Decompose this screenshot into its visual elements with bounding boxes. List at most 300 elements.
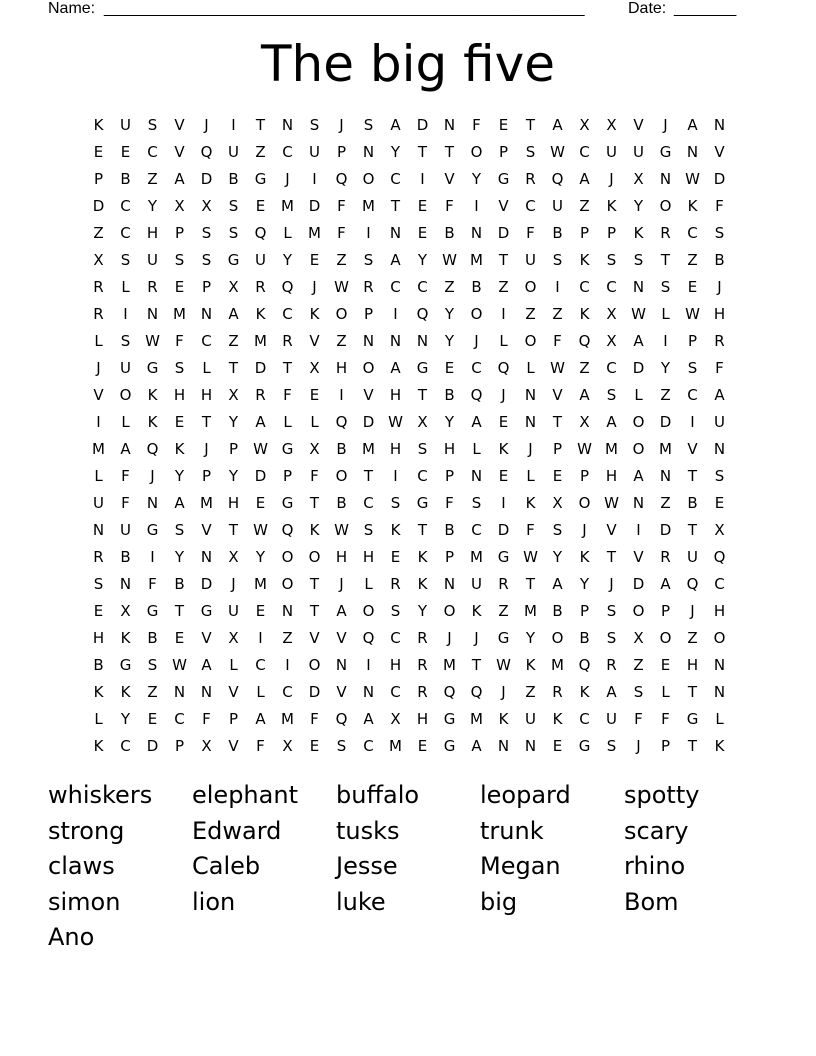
grid-letter: G: [686, 710, 699, 728]
grid-letter: S: [201, 224, 212, 242]
grid-letter: R: [147, 278, 158, 296]
grid-letter: R: [660, 548, 671, 566]
grid-letter: J: [609, 575, 614, 593]
grid-letter: M: [281, 197, 294, 215]
grid-letter: S: [714, 467, 725, 485]
grid-letter: T: [498, 251, 509, 269]
grid-letter: I: [393, 305, 398, 323]
grid-letter: B: [471, 278, 482, 296]
grid-letter: Z: [633, 656, 644, 674]
grid-letter: D: [308, 683, 321, 701]
grid-letter: L: [283, 413, 292, 431]
grid-letter: M: [659, 440, 672, 458]
grid-letter: C: [174, 710, 185, 728]
grid-letter: M: [605, 440, 618, 458]
grid-letter: Q: [713, 548, 726, 566]
grid-letter: V: [228, 737, 239, 755]
grid-letter: X: [390, 710, 401, 728]
grid-letter: D: [200, 575, 213, 593]
grid-letter: I: [150, 548, 155, 566]
grid-letter: W: [334, 278, 349, 296]
grid-letter: S: [363, 521, 374, 539]
grid-letter: J: [204, 440, 209, 458]
grid-letter: T: [174, 602, 185, 620]
grid-letter: M: [551, 656, 564, 674]
grid-letter: C: [390, 629, 401, 647]
grid-letter: N: [389, 224, 402, 242]
grid-letter: Z: [336, 332, 347, 350]
grid-letter: O: [632, 440, 645, 458]
grid-letter: P: [444, 467, 455, 485]
grid-letter: L: [121, 413, 130, 431]
grid-letter: K: [255, 305, 266, 323]
grid-letter: C: [579, 143, 590, 161]
grid-letter: N: [146, 494, 159, 512]
grid-letter: R: [363, 278, 374, 296]
grid-letter: J: [231, 575, 236, 593]
grid-letter: S: [606, 251, 617, 269]
grid-letter: Y: [579, 575, 590, 593]
grid-letter: N: [524, 737, 537, 755]
grid-letter: D: [92, 197, 105, 215]
grid-letter: D: [254, 467, 267, 485]
grid-letter: X: [309, 440, 320, 458]
grid-letter: W: [172, 656, 187, 674]
grid-letter: F: [256, 737, 265, 755]
grid-letter: Z: [444, 278, 455, 296]
grid-letter: C: [201, 332, 212, 350]
word-list-item: scary: [624, 816, 689, 845]
grid-letter: M: [254, 575, 267, 593]
grid-letter: M: [362, 197, 375, 215]
grid-letter: M: [470, 548, 483, 566]
grid-letter: T: [228, 359, 239, 377]
grid-letter: J: [582, 521, 587, 539]
grid-letter: K: [498, 440, 509, 458]
grid-letter: Z: [336, 251, 347, 269]
grid-letter: T: [525, 575, 536, 593]
grid-letter: L: [283, 224, 292, 242]
grid-letter: Z: [687, 251, 698, 269]
grid-letter: Z: [93, 224, 104, 242]
grid-letter: T: [390, 197, 401, 215]
grid-letter: D: [713, 170, 726, 188]
grid-letter: Q: [281, 521, 294, 539]
grid-letter: H: [335, 359, 348, 377]
grid-letter: R: [390, 575, 401, 593]
grid-letter: B: [444, 386, 455, 404]
grid-letter: C: [471, 359, 482, 377]
grid-row: [85, 301, 733, 328]
grid-letter: N: [146, 305, 159, 323]
grid-letter: Z: [498, 602, 509, 620]
grid-letter: U: [714, 413, 725, 431]
word-list-item: big: [480, 887, 518, 916]
grid-letter: X: [417, 413, 428, 431]
grid-letter: S: [120, 332, 131, 350]
grid-letter: K: [147, 413, 158, 431]
grid-letter: Y: [174, 548, 185, 566]
grid-letter: U: [147, 251, 158, 269]
grid-letter: C: [579, 278, 590, 296]
grid-letter: I: [312, 170, 317, 188]
grid-letter: S: [606, 737, 617, 755]
grid-letter: X: [120, 602, 131, 620]
grid-letter: G: [659, 143, 672, 161]
grid-letter: M: [200, 494, 213, 512]
grid-letter: N: [713, 116, 726, 134]
grid-letter: X: [201, 737, 212, 755]
word-search-grid: [85, 112, 733, 760]
grid-letter: G: [227, 251, 240, 269]
grid-letter: F: [283, 386, 292, 404]
grid-letter: P: [201, 278, 212, 296]
grid-letter: V: [174, 116, 185, 134]
grid-letter: D: [632, 359, 645, 377]
grid-letter: K: [525, 656, 536, 674]
word-list-item: trunk: [480, 816, 544, 845]
grid-letter: J: [204, 116, 209, 134]
grid-letter: P: [579, 602, 590, 620]
grid-letter: W: [577, 440, 592, 458]
grid-letter: Y: [174, 467, 185, 485]
grid-letter: X: [552, 494, 563, 512]
grid-row: [85, 625, 733, 652]
grid-letter: Z: [552, 305, 563, 323]
grid-letter: U: [471, 575, 482, 593]
grid-letter: R: [417, 656, 428, 674]
name-label: Name:: [48, 0, 96, 17]
grid-letter: J: [312, 278, 317, 296]
grid-letter: C: [417, 467, 428, 485]
grid-letter: S: [606, 602, 617, 620]
grid-letter: K: [633, 224, 644, 242]
grid-letter: N: [281, 116, 294, 134]
grid-letter: S: [714, 224, 725, 242]
grid-letter: O: [470, 143, 483, 161]
grid-letter: Y: [444, 305, 455, 323]
grid-row: [85, 544, 733, 571]
grid-letter: Q: [335, 170, 348, 188]
grid-letter: P: [579, 467, 590, 485]
grid-row: [85, 571, 733, 598]
grid-letter: T: [417, 143, 428, 161]
grid-row: [85, 490, 733, 517]
grid-letter: U: [228, 143, 239, 161]
grid-letter: V: [174, 143, 185, 161]
grid-letter: N: [443, 575, 456, 593]
grid-letter: E: [174, 278, 185, 296]
grid-letter: A: [606, 413, 617, 431]
grid-letter: T: [363, 467, 374, 485]
grid-letter: O: [470, 305, 483, 323]
grid-letter: W: [685, 305, 700, 323]
grid-letter: T: [228, 521, 239, 539]
grid-letter: E: [552, 467, 563, 485]
word-list-item: Caleb: [192, 852, 261, 880]
word-list-item: strong: [48, 816, 125, 845]
grid-letter: F: [553, 332, 562, 350]
grid-letter: N: [281, 602, 294, 620]
grid-letter: R: [93, 305, 104, 323]
grid-letter: V: [498, 197, 509, 215]
grid-letter: W: [334, 521, 349, 539]
grid-letter: G: [281, 440, 294, 458]
grid-letter: C: [363, 494, 374, 512]
grid-letter: B: [444, 521, 455, 539]
grid-letter: T: [309, 494, 320, 512]
grid-letter: E: [309, 386, 320, 404]
grid-letter: X: [282, 737, 293, 755]
grid-letter: S: [417, 440, 428, 458]
grid-letter: I: [366, 224, 371, 242]
grid-letter: S: [228, 197, 239, 215]
grid-letter: U: [525, 251, 536, 269]
grid-letter: W: [550, 359, 565, 377]
grid-letter: Q: [362, 629, 375, 647]
grid-letter: T: [687, 521, 698, 539]
grid-letter: F: [472, 116, 481, 134]
grid-letter: V: [228, 683, 239, 701]
grid-letter: E: [498, 467, 509, 485]
grid-row: [85, 220, 733, 247]
grid-row: [85, 652, 733, 679]
grid-letter: C: [687, 224, 698, 242]
grid-letter: Z: [660, 386, 671, 404]
grid-letter: Z: [282, 629, 293, 647]
grid-letter: A: [579, 386, 590, 404]
grid-letter: A: [255, 413, 266, 431]
grid-letter: K: [93, 116, 104, 134]
grid-letter: O: [335, 305, 348, 323]
grid-letter: Y: [390, 143, 401, 161]
grid-letter: C: [390, 278, 401, 296]
grid-letter: H: [713, 305, 726, 323]
grid-letter: D: [497, 521, 510, 539]
grid-letter: N: [497, 737, 510, 755]
grid-row: [85, 706, 733, 733]
grid-letter: U: [255, 251, 266, 269]
grid-letter: H: [389, 440, 402, 458]
grid-letter: W: [388, 413, 403, 431]
grid-letter: Q: [470, 386, 483, 404]
grid-letter: S: [120, 251, 131, 269]
grid-letter: W: [442, 251, 457, 269]
grid-letter: K: [714, 737, 725, 755]
grid-letter: N: [713, 683, 726, 701]
grid-letter: S: [633, 251, 644, 269]
grid-letter: P: [444, 548, 455, 566]
grid-letter: F: [175, 332, 184, 350]
grid-letter: H: [92, 629, 105, 647]
grid-letter: I: [366, 656, 371, 674]
grid-letter: R: [714, 332, 725, 350]
grid-letter: N: [524, 386, 537, 404]
grid-letter: R: [525, 170, 536, 188]
grid-letter: P: [552, 440, 563, 458]
grid-letter: J: [609, 170, 614, 188]
grid-letter: C: [606, 278, 617, 296]
grid-letter: E: [687, 278, 698, 296]
grid-letter: T: [660, 251, 671, 269]
grid-letter: Y: [120, 710, 131, 728]
grid-letter: G: [497, 629, 510, 647]
grid-letter: N: [200, 548, 213, 566]
grid-letter: E: [255, 197, 266, 215]
grid-letter: Q: [497, 359, 510, 377]
grid-letter: S: [336, 737, 347, 755]
grid-letter: L: [94, 710, 103, 728]
grid-letter: T: [201, 413, 212, 431]
grid-letter: N: [200, 305, 213, 323]
grid-letter: U: [525, 710, 536, 728]
grid-letter: G: [146, 602, 159, 620]
grid-letter: N: [443, 116, 456, 134]
grid-letter: T: [417, 521, 428, 539]
grid-letter: A: [390, 116, 401, 134]
grid-letter: S: [147, 116, 158, 134]
header: [48, 0, 748, 20]
grid-letter: Y: [417, 251, 428, 269]
grid-letter: T: [687, 683, 698, 701]
grid-letter: D: [659, 521, 672, 539]
grid-letter: I: [636, 521, 641, 539]
grid-letter: Y: [444, 413, 455, 431]
grid-letter: J: [663, 116, 668, 134]
grid-letter: N: [92, 521, 105, 539]
grid-letter: U: [228, 602, 239, 620]
grid-letter: X: [714, 521, 725, 539]
grid-letter: S: [147, 656, 158, 674]
grid-letter: I: [339, 386, 344, 404]
grid-letter: B: [579, 629, 590, 647]
grid-letter: C: [390, 170, 401, 188]
grid-letter: K: [309, 521, 320, 539]
grid-letter: V: [201, 521, 212, 539]
grid-letter: O: [281, 575, 294, 593]
grid-letter: Z: [579, 197, 590, 215]
grid-letter: E: [417, 197, 428, 215]
grid-row: [85, 733, 733, 760]
grid-letter: V: [633, 548, 644, 566]
grid-letter: L: [661, 305, 670, 323]
grid-letter: F: [337, 197, 346, 215]
grid-letter: L: [310, 413, 319, 431]
grid-row: [85, 436, 733, 463]
grid-letter: R: [255, 386, 266, 404]
grid-letter: S: [201, 251, 212, 269]
grid-letter: P: [660, 602, 671, 620]
page-title: The big five: [261, 35, 555, 93]
grid-row: [85, 679, 733, 706]
grid-letter: J: [150, 467, 155, 485]
grid-letter: B: [336, 494, 347, 512]
grid-letter: J: [447, 629, 452, 647]
word-list-item: lion: [192, 887, 236, 916]
grid-letter: N: [470, 467, 483, 485]
grid-letter: R: [93, 278, 104, 296]
grid-letter: R: [498, 575, 509, 593]
grid-letter: Y: [552, 548, 563, 566]
grid-letter: O: [632, 413, 645, 431]
grid-letter: H: [335, 548, 348, 566]
grid-letter: J: [501, 386, 506, 404]
word-list-item: leopard: [480, 781, 571, 809]
grid-letter: H: [200, 386, 213, 404]
grid-letter: T: [417, 386, 428, 404]
grid-letter: Q: [254, 224, 267, 242]
grid-letter: P: [579, 224, 590, 242]
grid-letter: L: [256, 683, 265, 701]
grid-letter: G: [443, 737, 456, 755]
grid-letter: V: [309, 629, 320, 647]
grid-letter: B: [147, 629, 158, 647]
grid-letter: I: [285, 656, 290, 674]
grid-letter: T: [471, 656, 482, 674]
grid-letter: K: [579, 683, 590, 701]
grid-letter: E: [390, 548, 401, 566]
grid-letter: B: [174, 575, 185, 593]
grid-letter: T: [444, 143, 455, 161]
grid-letter: S: [390, 494, 401, 512]
grid-letter: H: [227, 494, 240, 512]
grid-letter: A: [174, 170, 185, 188]
grid-letter: Y: [525, 629, 536, 647]
grid-letter: D: [416, 116, 429, 134]
grid-letter: D: [659, 413, 672, 431]
grid-letter: H: [173, 386, 186, 404]
grid-letter: G: [200, 602, 213, 620]
grid-letter: P: [201, 467, 212, 485]
grid-letter: X: [93, 251, 104, 269]
word-list-item: Jesse: [336, 852, 398, 880]
grid-letter: S: [174, 251, 185, 269]
grid-letter: H: [713, 602, 726, 620]
word-list-item: simon: [48, 887, 121, 916]
grid-row: [85, 409, 733, 436]
grid-letter: H: [389, 656, 402, 674]
grid-letter: B: [120, 548, 131, 566]
grid-letter: K: [93, 737, 104, 755]
grid-letter: Z: [525, 683, 536, 701]
grid-letter: C: [579, 710, 590, 728]
grid-letter: J: [474, 629, 479, 647]
grid-letter: X: [174, 197, 185, 215]
grid-letter: G: [146, 521, 159, 539]
grid-letter: L: [94, 332, 103, 350]
grid-letter: Q: [551, 170, 564, 188]
grid-letter: E: [417, 224, 428, 242]
grid-letter: C: [120, 197, 131, 215]
grid-letter: F: [445, 197, 454, 215]
grid-letter: U: [687, 548, 698, 566]
grid-letter: V: [714, 143, 725, 161]
grid-letter: L: [634, 386, 643, 404]
grid-letter: E: [120, 143, 131, 161]
grid-letter: A: [633, 467, 644, 485]
grid-letter: G: [443, 710, 456, 728]
grid-letter: E: [309, 251, 320, 269]
grid-letter: K: [471, 602, 482, 620]
grid-letter: K: [174, 440, 185, 458]
grid-letter: L: [715, 710, 724, 728]
grid-letter: O: [578, 494, 591, 512]
grid-letter: H: [443, 440, 456, 458]
grid-letter: M: [524, 602, 537, 620]
grid-letter: X: [606, 116, 617, 134]
grid-letter: N: [335, 656, 348, 674]
grid-letter: G: [416, 359, 429, 377]
